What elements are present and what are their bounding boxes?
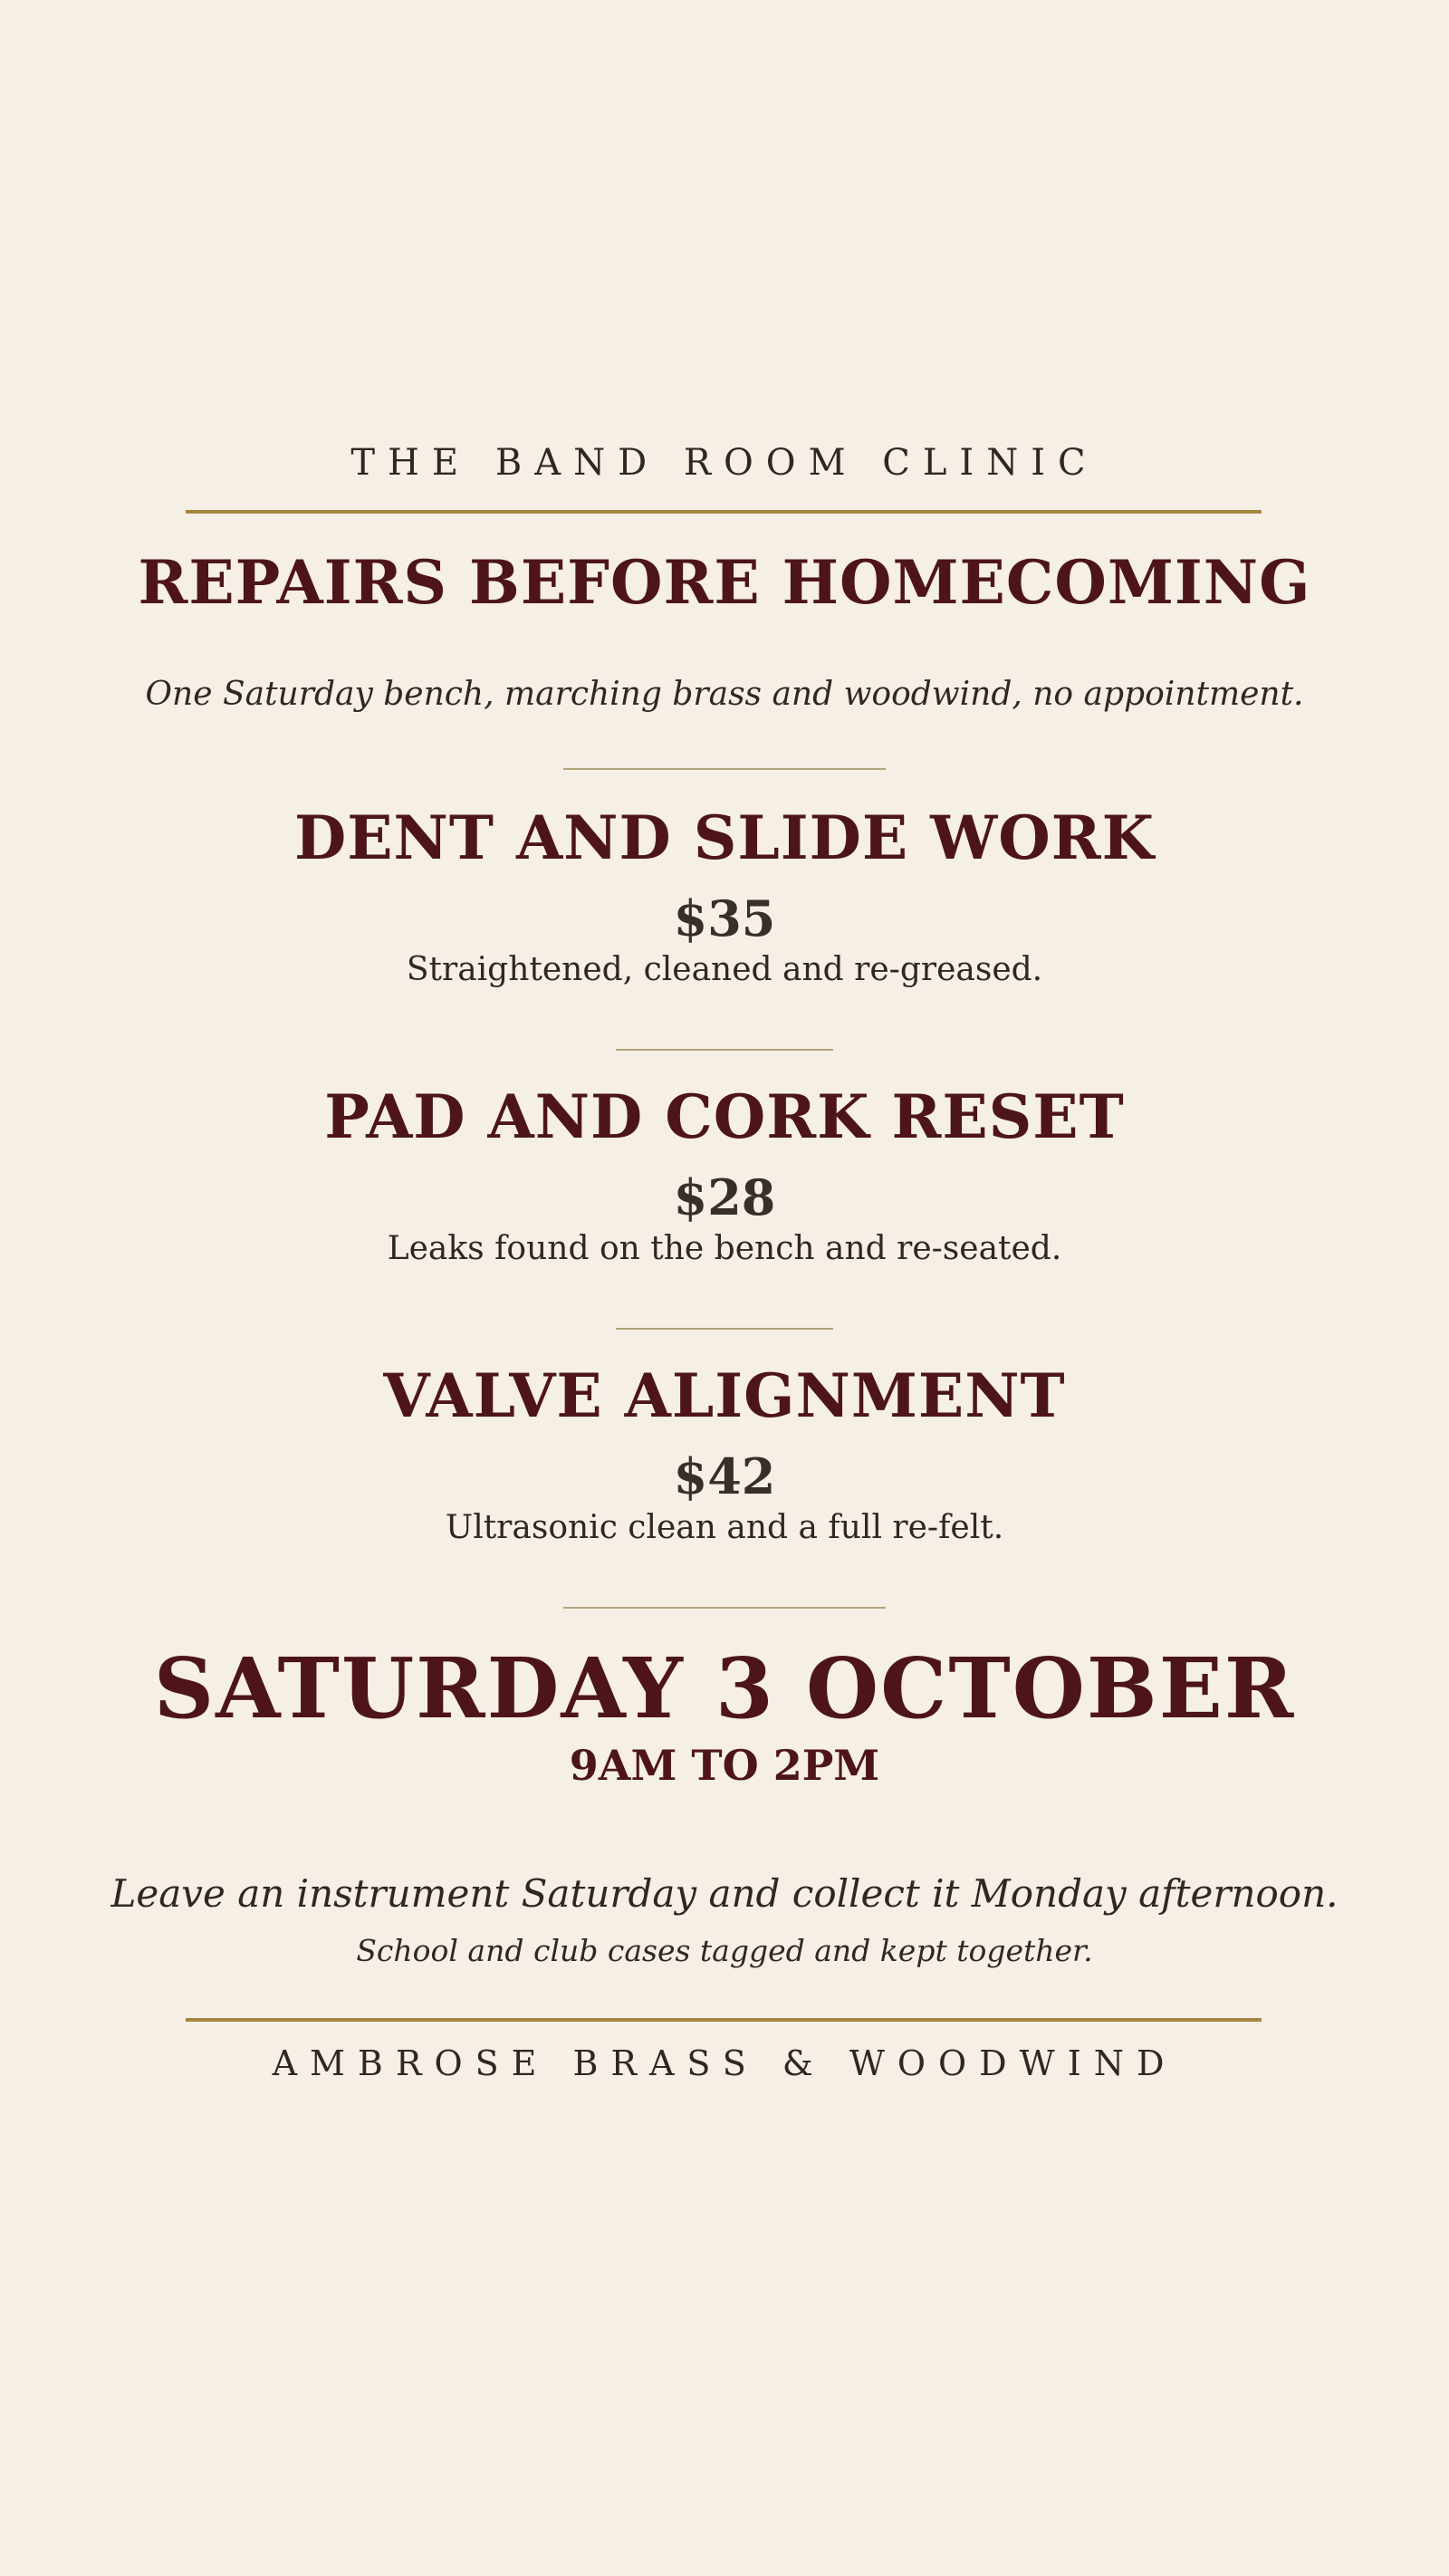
eyebrow-title: THE BAND ROOM CLINIC xyxy=(350,442,1099,484)
service-title: VALVE ALIGNMENT xyxy=(383,1360,1066,1431)
headline: REPAIRS BEFORE HOMECOMING xyxy=(138,547,1311,618)
divider xyxy=(563,1607,886,1609)
service-title: PAD AND CORK RESET xyxy=(324,1081,1125,1152)
event-date: SATURDAY 3 OCTOBER xyxy=(153,1639,1296,1737)
service-title: DENT AND SLIDE WORK xyxy=(294,803,1155,873)
service-description: Leaks found on the bench and re-seated. xyxy=(387,1230,1062,1267)
cases-note: School and club cases tagged and kept together. xyxy=(356,1933,1093,1968)
top-gold-rule xyxy=(186,510,1262,514)
dropoff-note: Leave an instrument Saturday and collect it Monday afternoon. xyxy=(110,1871,1339,1916)
service-description: Ultrasonic clean and a full re-felt. xyxy=(445,1509,1004,1546)
service-price: $42 xyxy=(673,1447,776,1505)
divider xyxy=(616,1328,833,1330)
bottom-gold-rule xyxy=(186,2018,1262,2022)
service-price: $28 xyxy=(673,1168,776,1226)
service-description: Straightened, cleaned and re-greased. xyxy=(406,951,1043,988)
footer-brand: AMBROSE BRASS & WOODWIND xyxy=(272,2043,1177,2083)
subline: One Saturday bench, marching brass and woodwind, no appointment. xyxy=(145,676,1304,713)
divider xyxy=(563,768,886,770)
event-time: 9AM TO 2PM xyxy=(569,1741,880,1790)
service-price: $35 xyxy=(673,889,776,947)
divider xyxy=(616,1049,833,1051)
